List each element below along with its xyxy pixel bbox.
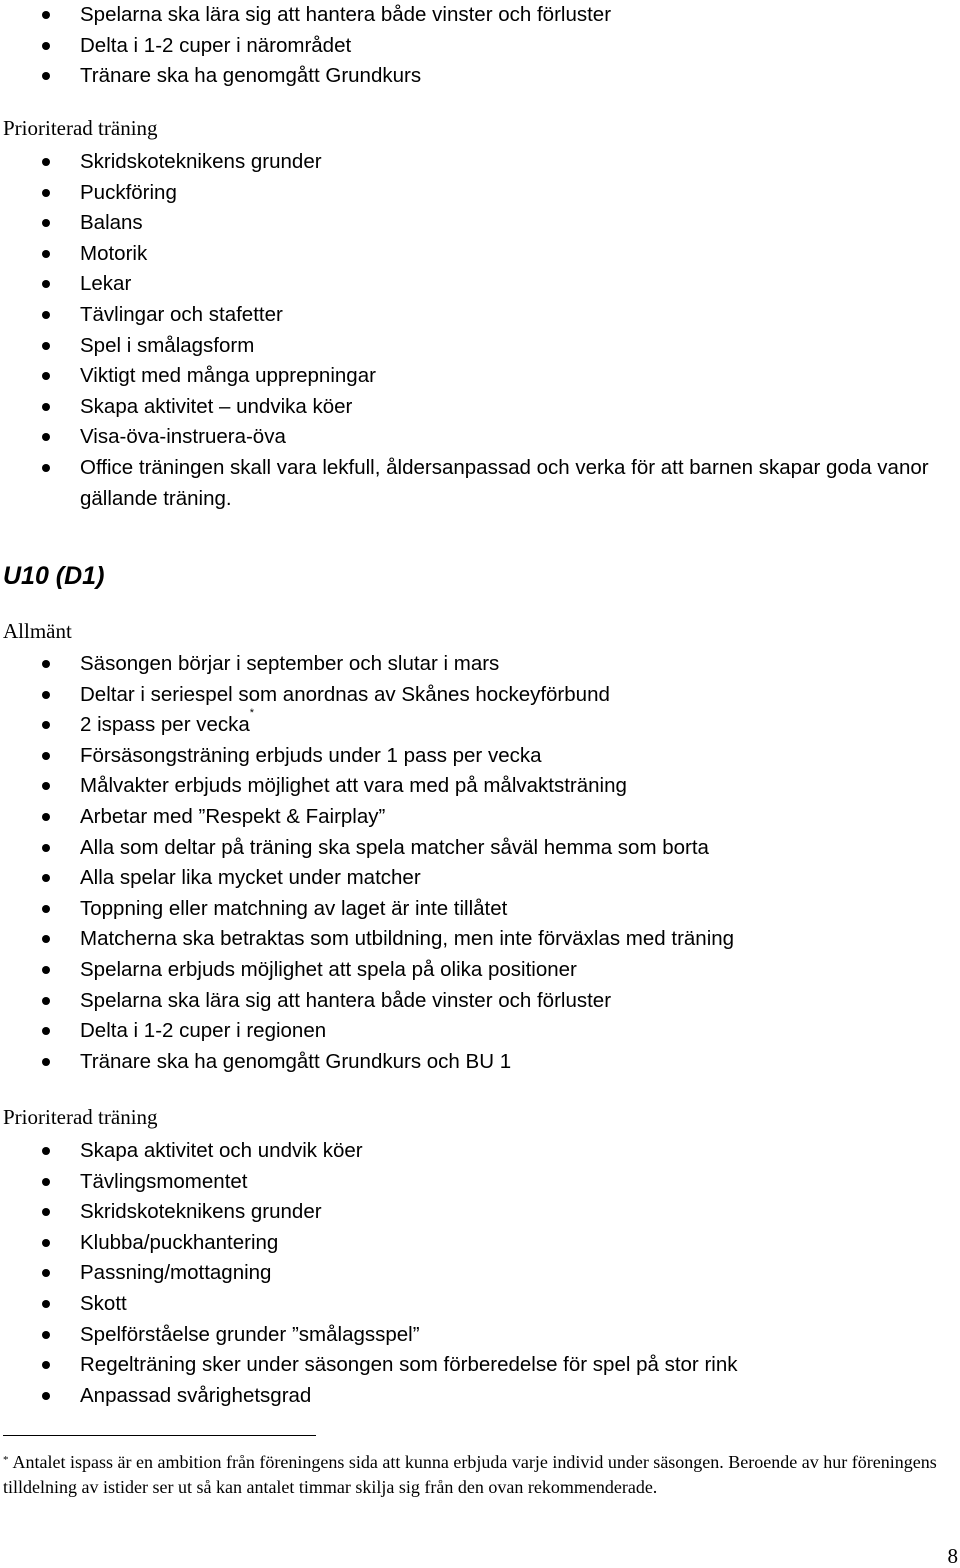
u10-prioritized-list <box>0 1136 960 1411</box>
prioritized-training-heading: Prioriterad träning <box>3 116 158 140</box>
list-item <box>0 707 960 741</box>
list-item: Målvakter erbjuds möjlighet att vara med på målvaktsträning <box>0 771 960 802</box>
list-item: Passning/mottagning <box>0 1258 960 1289</box>
list-item: Säsongen börjar i september och slutar i mars <box>0 649 960 680</box>
footnote <box>3 1450 953 1500</box>
section-title-u10: U10 (D1) <box>3 562 105 590</box>
list-item: Alla som deltar på träning ska spela matcher såväl hemma som borta <box>0 833 960 864</box>
list-item: Tävlingar och stafetter <box>0 300 960 331</box>
list-item: Visa-öva-instruera-öva <box>0 422 960 453</box>
list-item: Spel i smålagsform <box>0 331 960 362</box>
list-item: Delta i 1-2 cuper i regionen <box>0 1016 960 1047</box>
list-item: Skapa aktivitet och undvik köer <box>0 1136 960 1167</box>
continuation-list-block <box>0 0 960 92</box>
list-item: Tävlingsmomentet <box>0 1167 960 1198</box>
page-number: 8 <box>947 1544 958 1568</box>
list-item: Matcherna ska betraktas som utbildning, men inte förväxlas med träning <box>0 924 960 955</box>
general-heading: Allmänt <box>3 619 72 643</box>
list-item: Tränare ska ha genomgått Grundkurs <box>0 61 960 92</box>
list-item: Deltar i seriespel som anordnas av Skånes hockeyförbund <box>0 680 960 711</box>
list-item: Spelarna ska lära sig att hantera både vinster och förluster <box>0 986 960 1017</box>
footnote-separator <box>3 1435 316 1436</box>
list-item: Arbetar med ”Respekt & Fairplay” <box>0 802 960 833</box>
list-item-text: 2 ispass per vecka <box>80 713 250 737</box>
list-item: Puckföring <box>0 178 960 209</box>
prioritized-training-heading-u10: Prioriterad träning <box>3 1105 158 1129</box>
list-item: Alla spelar lika mycket under matcher <box>0 863 960 894</box>
u10-prioritized-list-block <box>0 1136 960 1411</box>
list-item: Office träningen skall vara lekfull, åldersanpassad och verka för att barnen skapar goda vanor gällande träning. <box>0 453 960 514</box>
list-item: Klubba/puckhantering <box>0 1228 960 1259</box>
list-item: Delta i 1-2 cuper i närområdet <box>0 31 960 62</box>
list-item: Toppning eller matchning av laget är inte tillåtet <box>0 894 960 925</box>
list-item: Skapa aktivitet – undvika köer <box>0 392 960 423</box>
list-item: Skridskoteknikens grunder <box>0 1197 960 1228</box>
footnote-text: Antalet ispass är en ambition från föreningens sida att kunna erbjuda varje individ under säsongen. Beroende av hur föreningens tilldelning av istider ser ut så kan antalet timmar skilja sig från den ovan rekommenderade. <box>3 1452 937 1497</box>
list-item: Regelträning sker under säsongen som förberedelse för spel på stor rink <box>0 1350 960 1381</box>
list-item: Skott <box>0 1289 960 1320</box>
list-item: Lekar <box>0 269 960 300</box>
footnote-marker: * <box>3 1454 9 1466</box>
continuation-list <box>0 0 960 92</box>
list-item: Skridskoteknikens grunder <box>0 147 960 178</box>
general-list-block <box>0 649 960 1077</box>
list-item: Tränare ska ha genomgått Grundkurs och BU 1 <box>0 1047 960 1078</box>
list-item: Balans <box>0 208 960 239</box>
list-item: Viktigt med många upprepningar <box>0 361 960 392</box>
list-item: Spelarna ska lära sig att hantera både vinster och förluster <box>0 0 960 31</box>
footnote-reference: * <box>249 707 255 720</box>
general-list <box>0 649 960 1077</box>
prioritized-training-list-block <box>0 147 960 514</box>
list-item: Spelarna erbjuds möjlighet att spela på olika positioner <box>0 955 960 986</box>
list-item: Motorik <box>0 239 960 270</box>
list-item: Försäsongsträning erbjuds under 1 pass per vecka <box>0 741 960 772</box>
prioritized-training-list <box>0 147 960 514</box>
list-item: Spelförståelse grunder ”smålagsspel” <box>0 1320 960 1351</box>
list-item: Anpassad svårighetsgrad <box>0 1381 960 1412</box>
